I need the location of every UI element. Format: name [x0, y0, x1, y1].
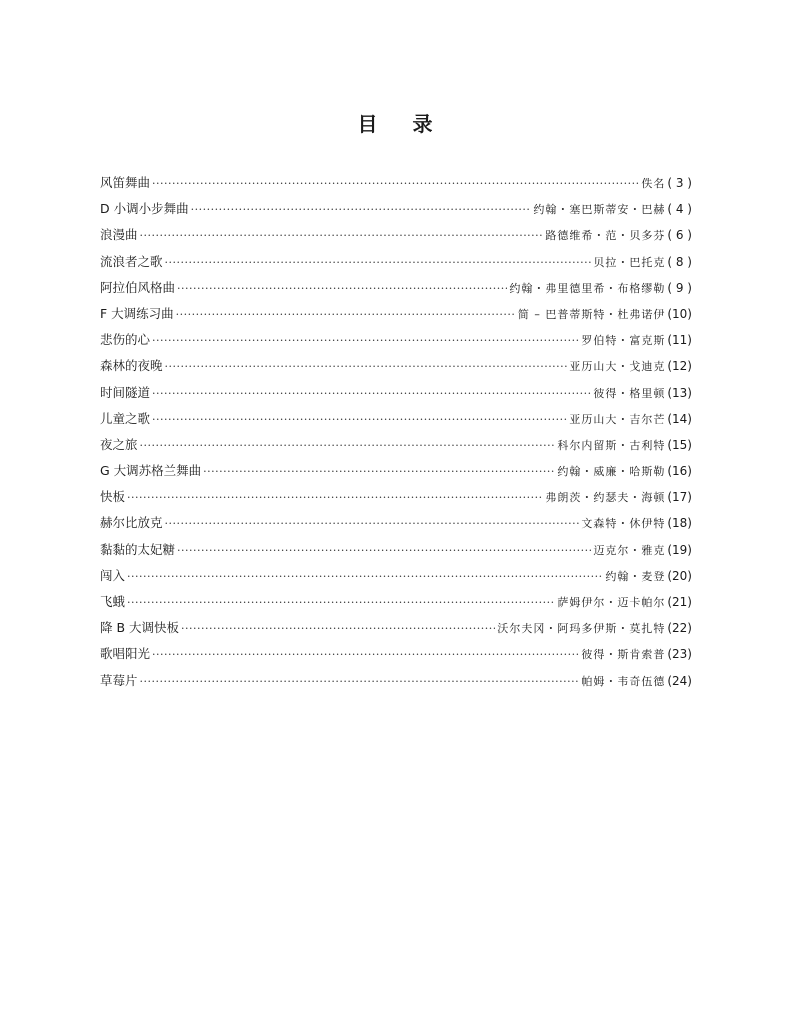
dot-leader [181, 616, 495, 642]
composer-name: 罗伯特・富克斯 [581, 334, 666, 348]
page-number: (19) [667, 542, 692, 557]
page-number: (10) [667, 306, 692, 321]
song-title: 黏黏的太妃糖 [100, 541, 176, 557]
composer-name: 亚历山大・戈迪克 [569, 360, 666, 374]
dot-leader [165, 354, 568, 380]
toc-entry[interactable] [100, 196, 692, 222]
dot-leader [177, 538, 591, 564]
dot-leader [140, 433, 556, 459]
composer-name: 迈克尔・雅克 [593, 543, 666, 557]
toc-entry[interactable] [100, 563, 692, 589]
dot-leader [127, 564, 603, 590]
dot-leader [152, 328, 579, 354]
dot-leader [152, 642, 579, 668]
dot-leader [203, 459, 555, 485]
composer-name: 文森特・休伊特 [581, 517, 666, 531]
composer-name: 约翰・麦登 [605, 569, 666, 583]
composer-name: 帕姆・韦奇伍德 [581, 674, 666, 688]
dot-leader [152, 381, 591, 407]
song-title: 风笛舞曲 [100, 175, 151, 190]
dot-leader [140, 669, 580, 695]
song-title: 流浪者之歌 [100, 253, 163, 269]
composer-name: 弗朗茨・约瑟夫・海顿 [545, 491, 666, 505]
song-title: 快板 [100, 489, 126, 505]
page-number: (22) [667, 621, 692, 636]
dot-leader [152, 171, 639, 197]
page-number: (14) [667, 411, 692, 426]
composer-name: 科尔内留斯・古利特 [557, 438, 666, 452]
page-number: ( 8 ) [667, 254, 692, 269]
page-number: (18) [667, 516, 692, 531]
composer-name: 彼得・斯肯索普 [581, 648, 666, 662]
page-number: (13) [667, 385, 692, 400]
toc-entry[interactable] [100, 458, 692, 484]
dot-leader [127, 485, 543, 511]
composer-name: 约翰・弗里德里希・布格缪勒 [509, 281, 666, 295]
song-title: 浪漫曲 [100, 227, 138, 243]
composer-name: 简 – 巴普蒂斯特・杜弗诺伊 [517, 307, 666, 321]
dot-leader [152, 407, 567, 433]
page-number: (11) [667, 333, 692, 348]
toc-entry[interactable] [100, 222, 692, 248]
toc-entry[interactable] [100, 537, 692, 563]
page-number: ( 6 ) [667, 228, 692, 243]
song-title: 悲伤的心 [100, 332, 151, 348]
song-title: 夜之旅 [100, 436, 138, 452]
composer-name: 萨姆伊尔・迈卡帕尔 [557, 596, 666, 609]
toc-entry[interactable] [100, 589, 692, 615]
toc-entry[interactable] [100, 380, 692, 406]
composer-name: 约翰・威廉・哈斯勒 [557, 465, 666, 479]
toc-entry[interactable] [100, 615, 692, 641]
toc-entry[interactable] [100, 275, 692, 301]
toc-entry[interactable] [100, 353, 692, 379]
composer-name: 路德维希・范・贝多芬 [545, 229, 666, 243]
composer-name: 彼得・格里顿 [593, 386, 666, 400]
toc-entry[interactable] [100, 484, 692, 510]
dot-leader [165, 250, 592, 276]
song-title: 阿拉伯风格曲 [100, 279, 176, 295]
toc-entry[interactable] [100, 327, 692, 353]
page-number: (17) [667, 490, 692, 505]
toc-entry[interactable] [100, 249, 692, 275]
dot-leader [176, 302, 516, 328]
song-title: 降 B 大调快板 [100, 620, 180, 636]
song-title: 飞蛾 [100, 594, 126, 609]
page-number: (12) [667, 359, 692, 374]
composer-name: 佚名 [641, 177, 666, 190]
song-title: F 大调练习曲 [100, 305, 174, 321]
page-number: (20) [667, 568, 692, 583]
dot-leader [165, 511, 580, 537]
song-title: 草莓片 [100, 672, 138, 688]
toc-list [100, 170, 692, 694]
song-title: 儿童之歌 [100, 410, 151, 426]
toc-entry[interactable] [100, 301, 692, 327]
toc-entry[interactable] [100, 668, 692, 694]
composer-name: 沃尔夫冈・阿玛多伊斯・莫扎特 [497, 622, 666, 636]
page-title: 目 录 [357, 112, 447, 136]
song-title: 闯入 [100, 567, 126, 583]
song-title: 歌唱阳光 [100, 646, 151, 662]
page-number: (15) [667, 437, 692, 452]
composer-name: 贝拉・巴托克 [593, 255, 666, 269]
toc-entry[interactable] [100, 406, 692, 432]
page-number: ( 4 ) [667, 202, 692, 217]
composer-name: 亚历山大・吉尔芒 [569, 412, 666, 426]
page-number: (16) [667, 464, 692, 479]
song-title: 森林的夜晚 [100, 358, 163, 374]
page-number: (23) [667, 647, 692, 662]
song-title: G 大调苏格兰舞曲 [100, 463, 202, 479]
page-number: ( 3 ) [667, 176, 692, 190]
song-title: 时间隧道 [100, 384, 151, 400]
song-title: D 小调小步舞曲 [100, 201, 189, 217]
toc-entry[interactable] [100, 432, 692, 458]
page-number: (21) [667, 595, 692, 609]
toc-entry[interactable] [100, 641, 692, 667]
dot-leader [127, 590, 555, 616]
composer-name: 约翰・塞巴斯蒂安・巴赫 [533, 203, 666, 217]
toc-entry[interactable] [100, 170, 692, 196]
song-title: 赫尔比放克 [100, 515, 163, 531]
dot-leader [140, 223, 544, 249]
page-number: ( 9 ) [667, 280, 692, 295]
page-number: (24) [667, 673, 692, 688]
toc-entry[interactable] [100, 510, 692, 536]
dot-leader [191, 197, 532, 223]
dot-leader [177, 276, 507, 302]
